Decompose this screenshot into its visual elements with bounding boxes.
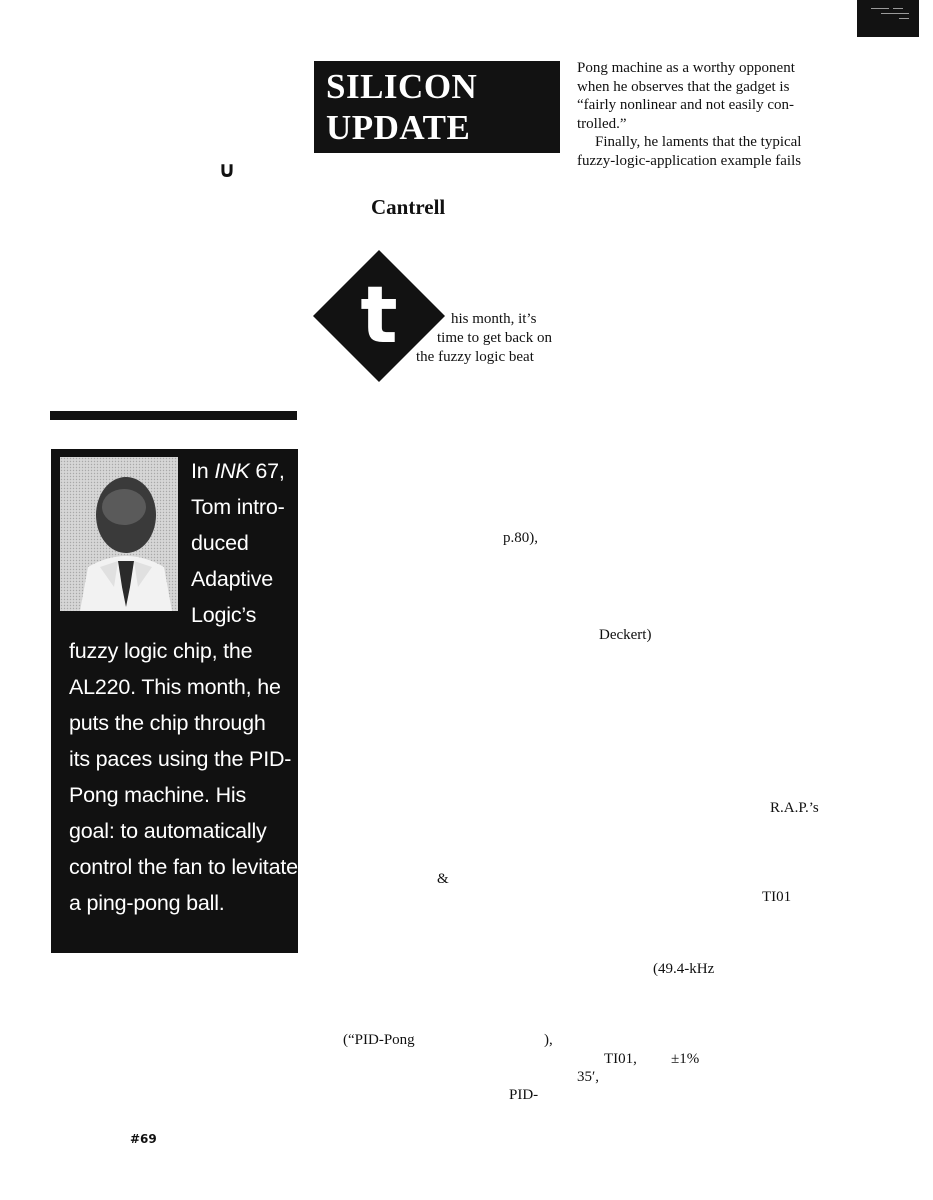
intro-line: Adaptive: [191, 567, 274, 591]
intro-line: puts the chip through: [69, 711, 266, 735]
intro-line: AL220. This month, he: [69, 675, 281, 699]
intro-lead-prefix: In: [191, 459, 215, 483]
intro-line: duced: [191, 531, 249, 555]
right-line: trolled.”: [577, 115, 627, 132]
right-line: when he observes that the gadget is: [577, 78, 790, 95]
section-masthead: [314, 61, 560, 153]
right-line: “fairly nonlinear and not easily con-: [577, 97, 795, 113]
intro-lead-italic: INK: [214, 459, 250, 483]
text-fragment: ±1%: [671, 1051, 700, 1067]
intro-box: [51, 449, 298, 953]
right-line: Pong machine as a worthy opponent: [577, 60, 795, 76]
masthead-line-2: UPDATE: [326, 108, 471, 147]
text-fragment: (49.4-kHz: [653, 961, 715, 977]
intro-line: fuzzy logic chip, the: [69, 639, 253, 663]
lead-line-3: the fuzzy logic beat: [416, 349, 534, 365]
intro-lead-suffix: 67,: [249, 459, 285, 483]
intro-line: control the fan to levitate: [69, 855, 298, 879]
text-fragment: 35′,: [577, 1069, 600, 1085]
text-fragment: (“PID-Pong: [343, 1032, 415, 1048]
text-fragment: PID-: [509, 1087, 539, 1103]
author-name: Cantrell: [371, 195, 446, 219]
intro-line: Logic’s: [191, 603, 257, 627]
text-fragment: R.A.P.’s: [770, 800, 819, 816]
text-fragment: Deckert): [599, 627, 652, 643]
text-fragment: &: [437, 871, 449, 887]
page-number: #69: [130, 1132, 157, 1146]
text-fragment: ),: [544, 1032, 553, 1048]
right-line: Finally, he laments that the typical: [595, 134, 802, 150]
text-fragment: p.80),: [503, 530, 538, 546]
author-photo: [60, 457, 178, 611]
text-fragment: TI01: [762, 889, 792, 905]
intro-line: its paces using the PID-: [69, 747, 292, 771]
text-fragment: TI01,: [604, 1051, 637, 1067]
intro-line: goal: to automatically: [69, 819, 267, 843]
right-line: fuzzy-logic-application example fails: [577, 152, 802, 169]
intro-line: Tom intro-: [191, 495, 285, 519]
corner-tab: [857, 0, 919, 37]
lead-line-2: time to get back on: [437, 330, 552, 346]
intro-line: [191, 453, 285, 489]
intro-line: a ping-pong ball.: [69, 891, 225, 915]
right-column-text: [577, 59, 837, 170]
drop-cap-letter: t: [360, 271, 398, 361]
stray-mark: ∪: [218, 158, 236, 183]
masthead-line-1: SILICON: [326, 67, 478, 106]
lead-line-1: his month, it’s: [451, 311, 537, 327]
intro-line: Pong machine. His: [69, 783, 247, 807]
section-rule: [50, 411, 297, 420]
